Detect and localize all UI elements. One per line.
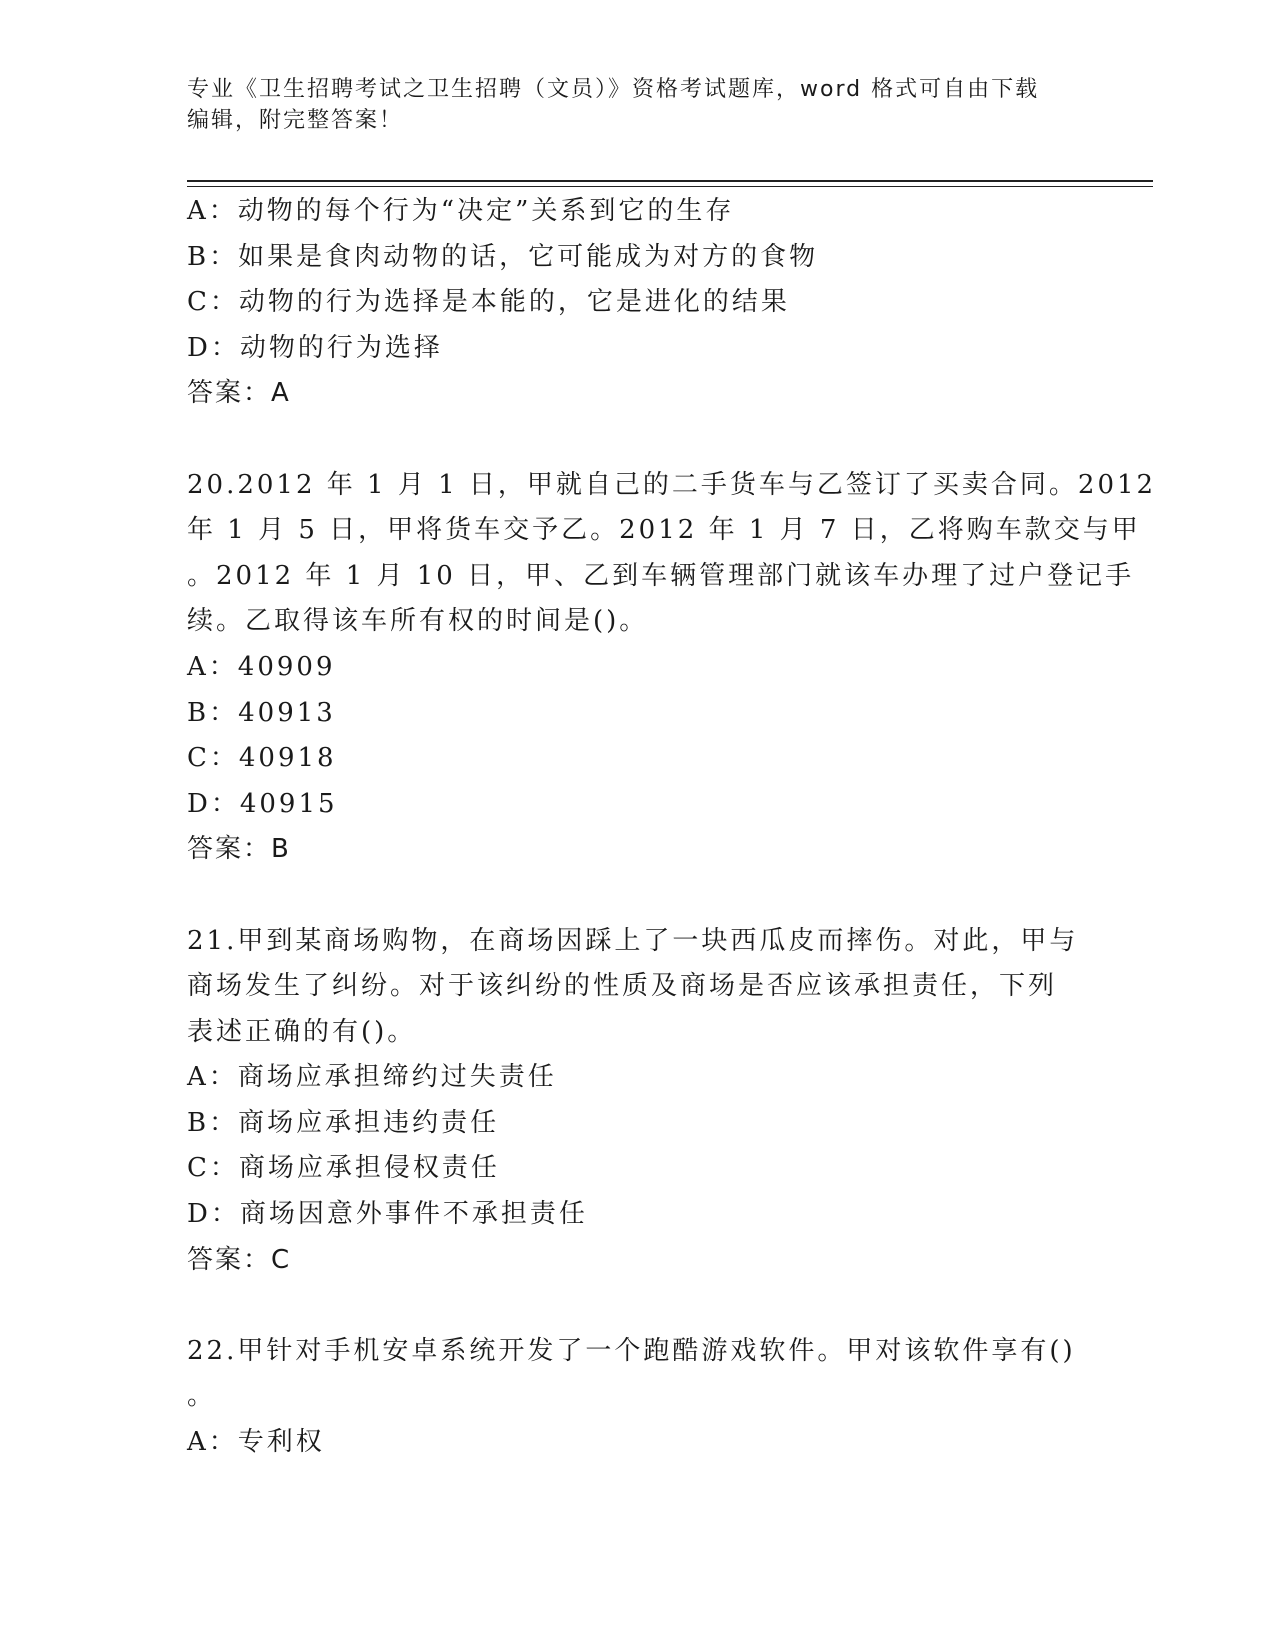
question-22	[187, 1329, 1087, 1466]
answer-text: 答案：C	[187, 1244, 292, 1275]
option-b: B：商场应承担违约责任	[187, 1107, 500, 1138]
header-line-1: 专业《卫生招聘考试之卫生招聘（文员）》资格考试题库，word 格式可自由下载	[187, 77, 1040, 102]
option-c: C：商场应承担侵权责任	[187, 1153, 500, 1184]
question-stem-line: 22.甲针对手机安卓系统开发了一个跑酷游戏软件。甲对该软件享有()	[187, 1335, 1076, 1366]
option-c: C：40918	[187, 743, 337, 774]
question-20	[187, 463, 1157, 873]
option-a: A：动物的每个行为“决定”关系到它的生存	[187, 196, 735, 226]
option-a: A：40909	[187, 651, 336, 682]
question-stem-line: 20.2012 年 1 月 1 日，甲就自己的二手货车与乙签订了买卖合同。2012	[187, 469, 1157, 500]
answer-text: 答案：A	[187, 378, 291, 409]
question-stem-line: 表述正确的有()。	[187, 1016, 417, 1047]
option-d: D：40915	[187, 788, 338, 819]
question-21	[187, 919, 1087, 1284]
option-d: D：动物的行为选择	[187, 332, 443, 363]
spacer	[187, 1283, 1087, 1329]
option-a: A：专利权	[187, 1427, 325, 1458]
option-d: D：商场因意外事件不承担责任	[187, 1199, 588, 1230]
header-rule-thin	[187, 186, 1153, 187]
question-stem-line: 21.甲到某商场购物，在商场因踩上了一块西瓜皮而摔伤。对此，甲与	[187, 925, 1079, 956]
question-stem-line: 年 1 月 5 日，甲将货车交予乙。2012 年 1 月 7 日，乙将购车款交与甲	[187, 515, 1141, 546]
option-b: B：如果是食肉动物的话，它可能成为对方的食物	[187, 241, 819, 272]
question-stem-line: 商场发生了纠纷。对于该纠纷的性质及商场是否应该承担责任，下列	[187, 971, 1058, 1002]
spacer	[187, 417, 1087, 463]
question-stem-line: 。	[187, 1381, 217, 1412]
question-stem-line: 续。乙取得该车所有权的时间是()。	[187, 606, 649, 637]
header-rule-thick	[187, 180, 1153, 182]
question-stem-line: 。2012 年 1 月 10 日，甲、乙到车辆管理部门就该车办理了过户登记手	[187, 560, 1135, 591]
option-b: B：40913	[187, 697, 336, 728]
spacer	[187, 873, 1087, 919]
question-list	[187, 189, 1157, 1466]
option-c: C：动物的行为选择是本能的，它是进化的结果	[187, 287, 790, 318]
question-19	[187, 189, 1087, 417]
header-line-2: 编辑，附完整答案！	[187, 108, 404, 133]
option-a: A：商场应承担缔约过失责任	[187, 1062, 557, 1093]
document-header	[187, 74, 1067, 136]
answer-text: 答案：B	[187, 834, 291, 865]
